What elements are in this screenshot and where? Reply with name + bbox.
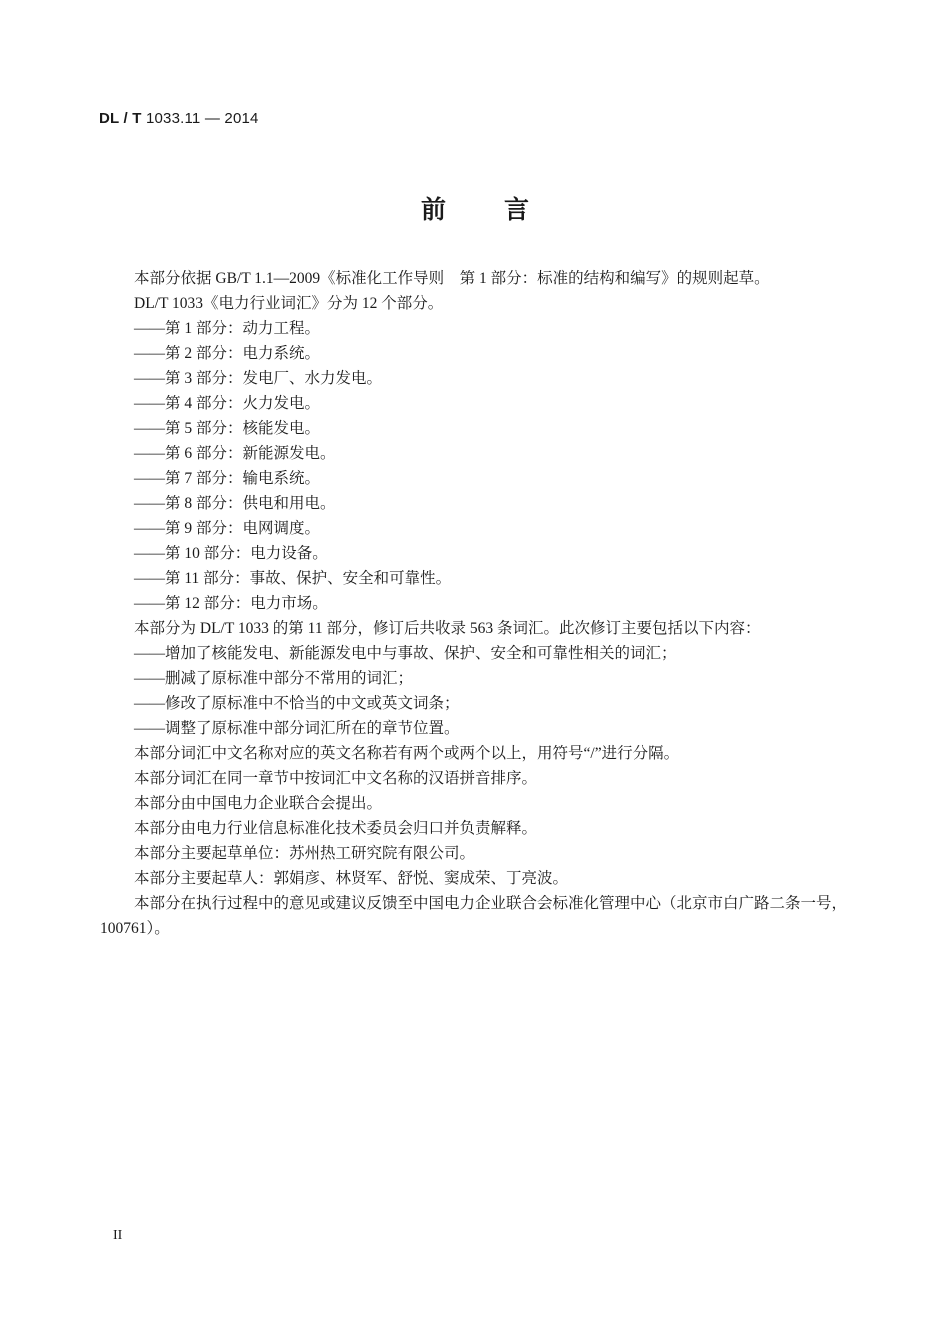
paragraph: 本部分在执行过程中的意见或建议反馈至中国电力企业联合会标准化管理中心（北京市白广路二条一号，100761）。 (100, 895, 848, 937)
list-item: ——第 10 部分：电力设备。 (134, 545, 328, 562)
list-item: ——修改了原标准中不恰当的中文或英文词条； (134, 695, 460, 712)
paragraph: 本部分主要起草单位：苏州热工研究院有限公司。 (134, 845, 476, 862)
page-title: 前言 (420, 195, 587, 224)
list-item: ——第 6 部分：新能源发电。 (134, 445, 336, 462)
list-item: ——第 5 部分：核能发电。 (134, 420, 321, 437)
list-item: ——第 9 部分：电网调度。 (134, 520, 321, 537)
list-item: ——第 11 部分：事故、保护、安全和可靠性。 (134, 570, 452, 587)
paragraph: DL/T 1033《电力行业词汇》分为 12 个部分。 (134, 295, 444, 312)
list-item: ——第 4 部分：火力发电。 (134, 395, 321, 412)
paragraph: 本部分词汇中文名称对应的英文名称若有两个或两个以上，用符号“/”进行分隔。 (134, 745, 680, 762)
list-item: ——第 12 部分：电力市场。 (134, 595, 328, 612)
list-item: ——第 7 部分：输电系统。 (134, 470, 321, 487)
page-number: II (113, 1228, 123, 1243)
list-item: ——第 1 部分：动力工程。 (134, 320, 321, 337)
list-item: ——第 8 部分：供电和用电。 (134, 495, 336, 512)
standard-code (99, 110, 259, 127)
paragraph: 本部分依据 GB/T 1.1—2009《标准化工作导则 第 1 部分：标准的结构和编写》的规则起草。 (134, 270, 770, 287)
paragraph: 本部分主要起草人：郭娟彦、林贤军、舒悦、窦成荣、丁亮波。 (134, 870, 569, 887)
list-item: ——删减了原标准中部分不常用的词汇； (134, 670, 414, 687)
paragraph: 本部分为 DL/T 1033 的第 11 部分，修订后共收录 563 条词汇。此次修订主要包括以下内容： (134, 620, 761, 637)
list-item: ——第 3 部分：发电厂、水力发电。 (134, 370, 383, 387)
standard-code-number: 1033.11 — 2014 (141, 110, 259, 127)
list-item: ——调整了原标准中部分词汇所在的章节位置。 (134, 720, 460, 737)
paragraph: 本部分由中国电力企业联合会提出。 (134, 795, 383, 812)
document-body (100, 266, 860, 941)
standard-code-prefix: DL / T (99, 110, 142, 127)
list-item: ——第 2 部分：电力系统。 (134, 345, 321, 362)
list-item: ——增加了核能发电、新能源发电中与事故、保护、安全和可靠性相关的词汇； (134, 645, 677, 662)
paragraph: 本部分由电力行业信息标准化技术委员会归口并负责解释。 (134, 820, 538, 837)
paragraph: 本部分词汇在同一章节中按词汇中文名称的汉语拼音排序。 (134, 770, 538, 787)
